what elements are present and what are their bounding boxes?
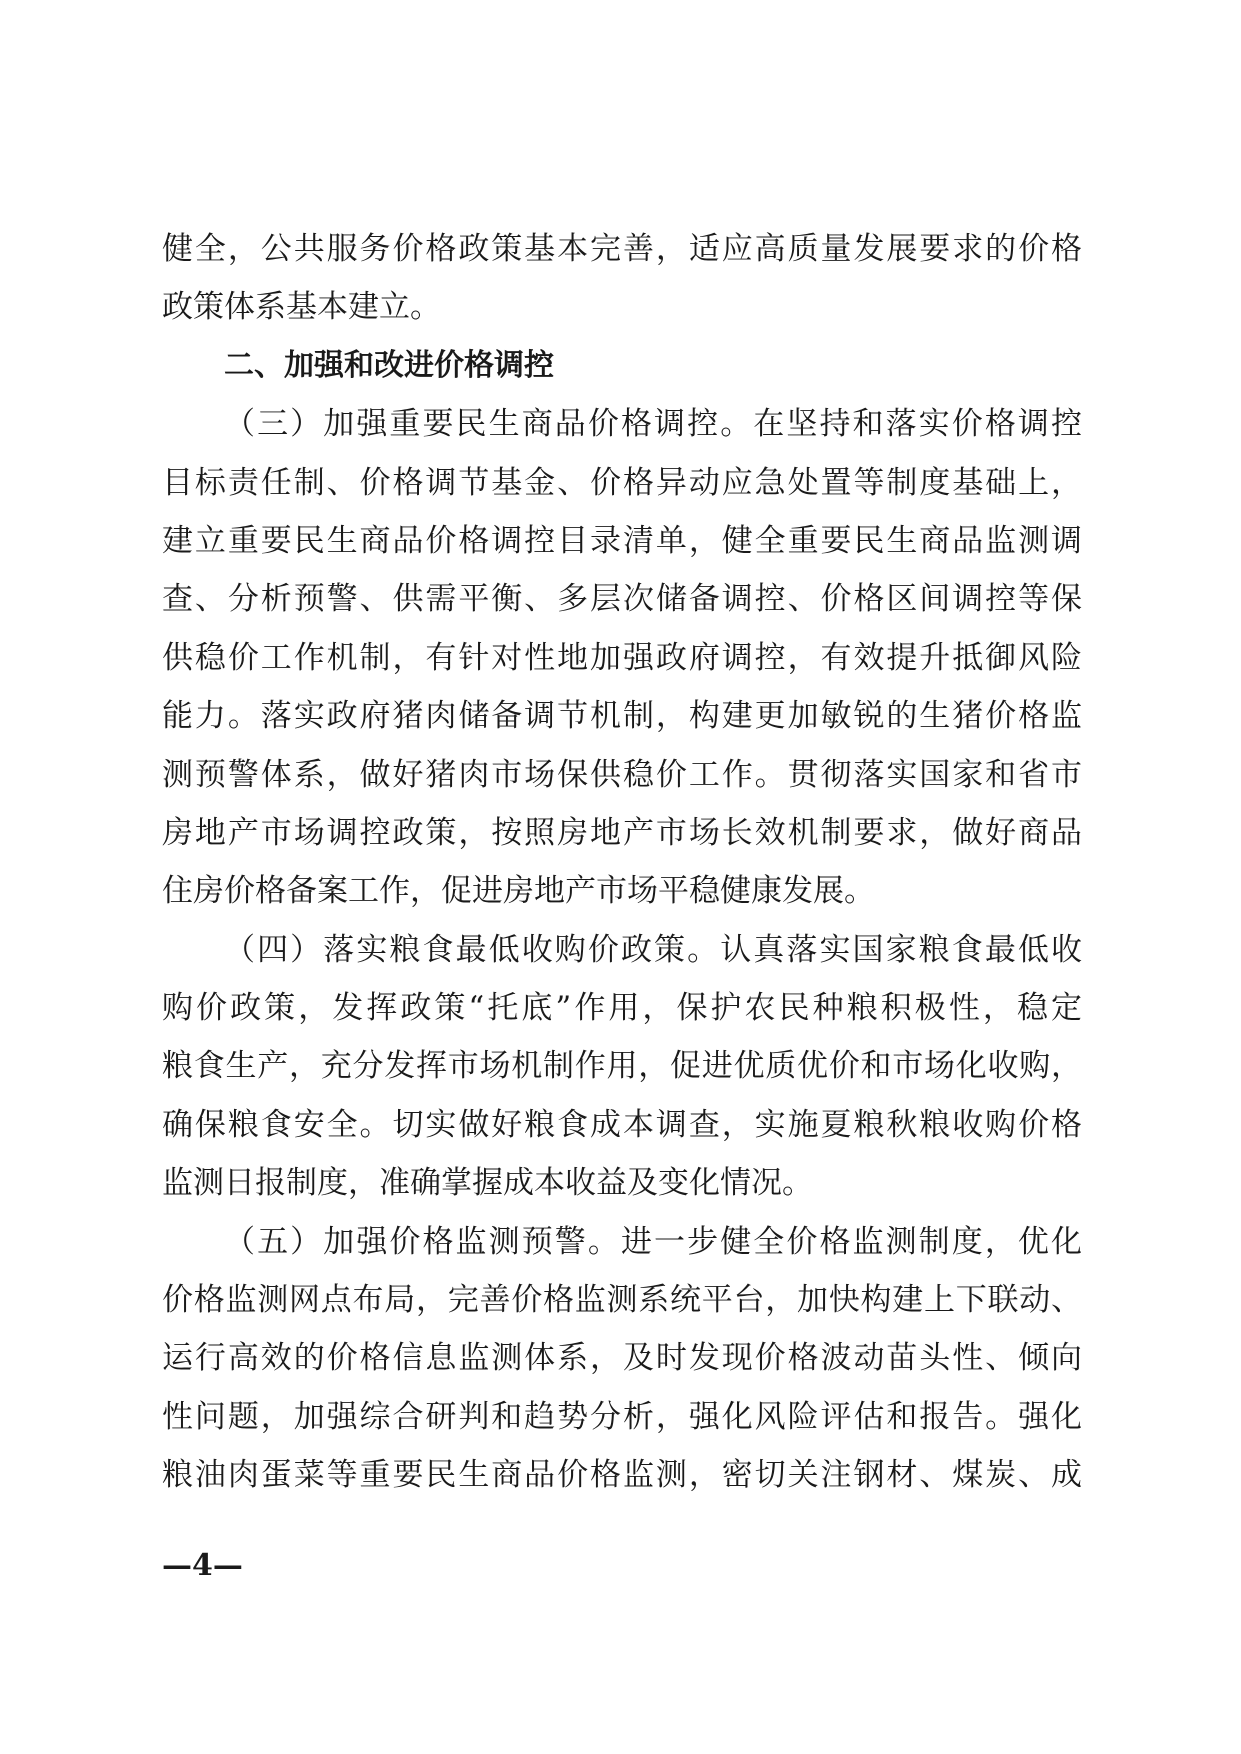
page-number: —4— bbox=[162, 1548, 243, 1583]
text-line: 粮油肉蛋菜等重要民生商品价格监测，密切关注钢材、煤炭、成 bbox=[162, 1457, 1082, 1494]
text-line: 目标责任制、价格调节基金、价格异动应急处置等制度基础上， bbox=[162, 464, 1082, 501]
text-line: 能力。落实政府猪肉储备调节机制，构建更加敏锐的生猪价格监 bbox=[162, 698, 1082, 735]
text-line: 运行高效的价格信息监测体系，及时发现价格波动苗头性、倾向 bbox=[162, 1340, 1082, 1377]
text-line: 测预警体系，做好猪肉市场保供稳价工作。贯彻落实国家和省市 bbox=[162, 756, 1082, 793]
text-line: 住房价格备案工作，促进房地产市场平稳健康发展。 bbox=[162, 873, 875, 910]
text-line: 建立重要民生商品价格调控目录清单，健全重要民生商品监测调 bbox=[162, 522, 1082, 559]
paragraph-3 bbox=[162, 395, 1082, 921]
paragraph-4 bbox=[162, 921, 1082, 1213]
text-line: 性问题，加强综合研判和趋势分析，强化风险评估和报告。强化 bbox=[162, 1398, 1082, 1435]
text-line: 供稳价工作机制，有针对性地加强政府调控，有效提升抵御风险 bbox=[162, 639, 1082, 676]
text-line: 健全，公共服务价格政策基本完善，适应高质量发展要求的价格 bbox=[162, 231, 1082, 267]
text-line: （三）加强重要民生商品价格调控。在坚持和落实价格调控 bbox=[224, 406, 1082, 443]
text-line: 价格监测网点布局，完善价格监测系统平台，加快构建上下联动、 bbox=[162, 1282, 1082, 1319]
text-line: （五）加强价格监测预警。进一步健全价格监测制度，优化 bbox=[224, 1223, 1082, 1260]
text-line: 购价政策，发挥政策“托底”作用，保护农民种粮积极性，稳定 bbox=[162, 990, 1082, 1027]
text-line: （四）落实粮食最低收购价政策。认真落实国家粮食最低收 bbox=[224, 931, 1082, 968]
text-line: 监测日报制度，准确掌握成本收益及变化情况。 bbox=[162, 1165, 813, 1202]
document-body bbox=[162, 220, 1082, 1505]
text-line: 粮食生产，充分发挥市场机制作用，促进优质优价和市场化收购， bbox=[162, 1048, 1082, 1085]
section-heading: 二、加强和改进价格调控 bbox=[224, 347, 554, 383]
text-line: 确保粮食安全。切实做好粮食成本调查，实施夏粮秋粮收购价格 bbox=[162, 1106, 1082, 1143]
text-line: 房地产市场调控政策，按照房地产市场长效机制要求，做好商品 bbox=[162, 814, 1082, 851]
text-line: 查、分析预警、供需平衡、多层次储备调控、价格区间调控等保 bbox=[162, 581, 1082, 618]
paragraph-5 bbox=[162, 1213, 1082, 1505]
text-line: 政策体系基本建立。 bbox=[162, 289, 441, 326]
paragraph-1 bbox=[162, 220, 1082, 337]
